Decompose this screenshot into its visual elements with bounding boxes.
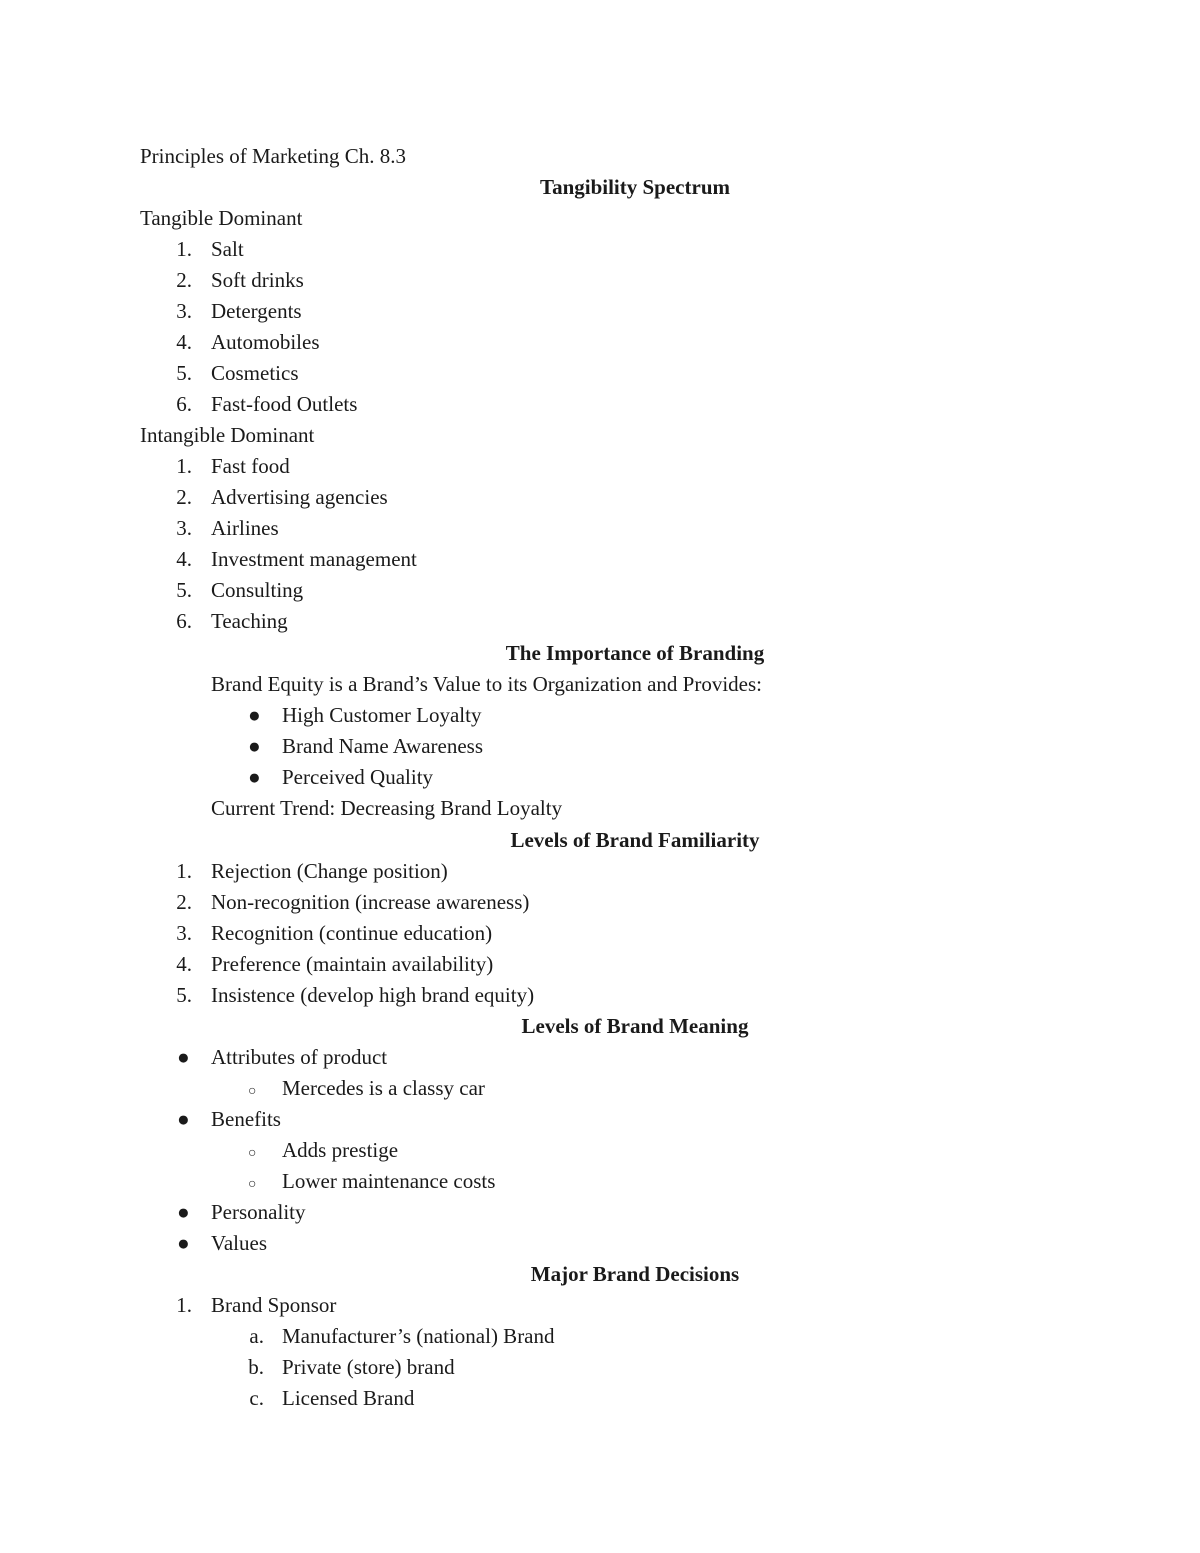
list-item: 4. Automobiles [176,330,320,354]
list-item: ● Benefits [177,1107,281,1131]
list-item: ● High Customer Loyalty [248,703,482,727]
list-item: 4. Investment management [176,547,417,571]
tangible-dominant-label: Tangible Dominant [140,206,303,230]
section-heading-tangibility: Tangibility Spectrum [539,175,730,199]
list-item: ● Attributes of product [177,1045,388,1069]
list-item: 5. Cosmetics [176,361,299,385]
list-item: 5. Insistence (develop high brand equity) [176,983,535,1007]
list-item: ● Brand Name Awareness [248,734,484,758]
list-item: 5. Consulting [176,578,304,602]
list-item: 2. Soft drinks [176,268,304,292]
list-item: 2. Advertising agencies [176,485,388,509]
list-item: ● Values [177,1231,267,1255]
list-item: ● Personality [177,1200,306,1224]
list-item: 1. Brand Sponsor [176,1293,337,1317]
section-heading-branding: The Importance of Branding [505,641,765,665]
sub-list-item: c. Licensed Brand [249,1386,415,1410]
list-item: 4. Preference (maintain availability) [176,952,494,976]
sub-list-item: b. Private (store) brand [248,1355,455,1379]
list-item: 3. Recognition (continue education) [176,921,493,945]
sub-list-item: ○ Adds prestige [248,1138,399,1162]
current-trend-line: Current Trend: Decreasing Brand Loyalty [211,796,563,820]
list-item: 3. Airlines [176,516,279,540]
section-heading-familiarity: Levels of Brand Familiarity [510,828,760,852]
list-item: 1. Rejection (Change position) [176,859,448,883]
list-item: 2. Non-recognition (increase awareness) [176,890,530,914]
list-item: 6. Teaching [176,609,288,633]
list-item: 6. Fast-food Outlets [176,392,358,416]
intangible-dominant-label: Intangible Dominant [140,423,315,447]
section-heading-decisions: Major Brand Decisions [530,1262,740,1286]
sub-list-item: ○ Mercedes is a classy car [248,1076,485,1100]
sub-list-item: a. Manufacturer’s (national) Brand [249,1324,555,1348]
list-item: 3. Detergents [176,299,302,323]
section-heading-meaning: Levels of Brand Meaning [521,1014,749,1038]
list-item: 1. Salt [176,237,244,261]
list-item: 1. Fast food [176,454,290,478]
list-item: ● Perceived Quality [248,765,434,789]
document-title: Principles of Marketing Ch. 8.3 [140,144,406,168]
brand-equity-line: Brand Equity is a Brand’s Value to its Organization and Provides: [211,672,762,696]
sub-list-item: ○ Lower maintenance costs [248,1169,496,1193]
